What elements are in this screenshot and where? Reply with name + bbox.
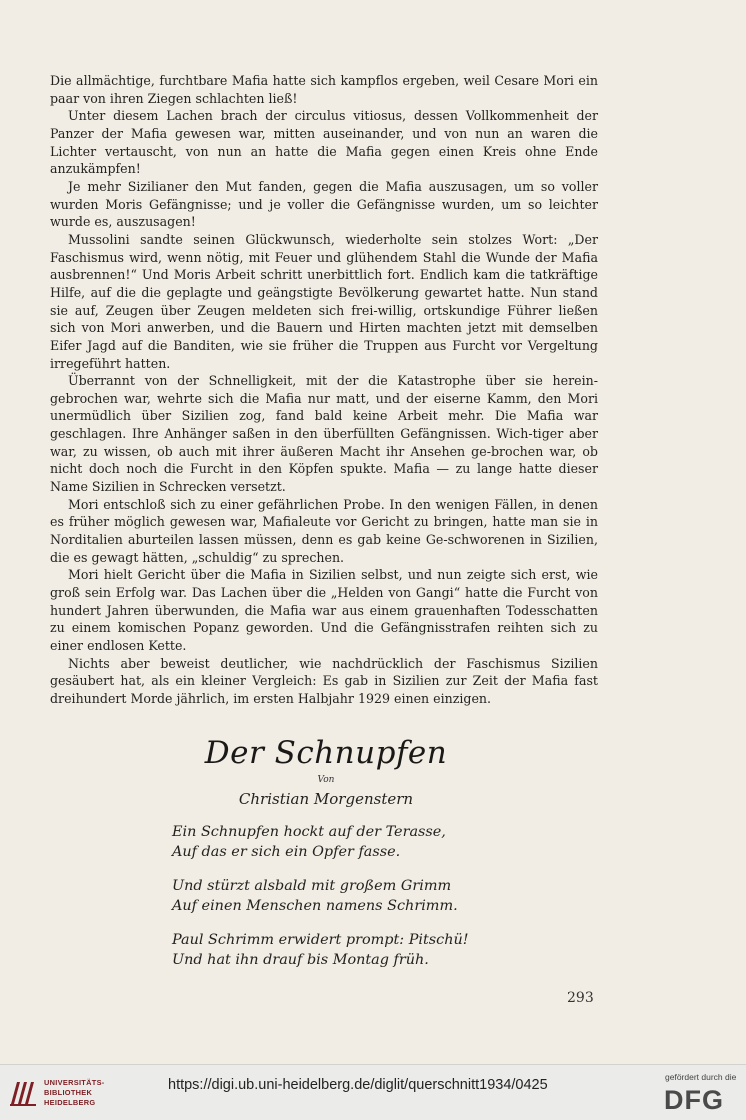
library-name[interactable] bbox=[44, 1078, 105, 1108]
poem-line: Und stürzt alsbald mit großem Grimm bbox=[172, 878, 452, 894]
dfg-logo[interactable]: DFG bbox=[664, 1085, 724, 1115]
paragraph: Je mehr Sizilianer den Mut fanden, gegen die Mafia auszusagen, um so voller wurden Moris Gefängnisse; und je voller die Gefängnisse wurden, um so leichter wurde es, auszusagen! bbox=[50, 178, 598, 230]
paragraph: Mussolini sandte seinen Glückwunsch, wiederholte sein stolzes Wort: „Der Faschismus wird, wenn nötig, mit Feuer und glühendem Stahl die Wunde der Mafia ausbrennen!“ Und Moris Arbeit schritt unerbittlich fort. Endlich kam die tatkräftige Hilfe, auf die die geplagte und geängstigte Bevölkerung gewartet hatte. Nun stand sie auf, Zeugen über Zeugen meldeten sich frei-willig, ortskundige Führer ließen sich von Mori anwerben, und die Bauern und Hirten machten jetzt mit demselben Eifer Jagd auf die Banditen, wie sie früher die Truppen aus Furcht vor Vergeltung irregeführt hatten. bbox=[50, 231, 598, 371]
poem-line: Paul Schrimm erwidert prompt: Pitschü! bbox=[172, 932, 469, 948]
byline-von: Von bbox=[317, 775, 335, 785]
page-number: 293 bbox=[567, 990, 594, 1006]
paragraph: Die allmächtige, furchtbare Mafia hatte sich kampflos ergeben, weil Cesare Mori ein paar von ihren Ziegen schlachten ließ! bbox=[50, 73, 598, 106]
paragraph: Mori hielt Gericht über die Mafia in Sizilien selbst, und nun zeigte sich erst, wie groß sein Erfolg war. Das Lachen über die „Helden von Gangi“ hatte die Furcht von hundert Jahren überwunden, die Mafia war aus einem grauenhaften Todesschatten zu einem komischen Popanz geworden. Und die Gefängnisstrafen reihten sich zu einer endlosen Kette. bbox=[50, 567, 598, 653]
permalink-url[interactable]: https://digi.ub.uni-heidelberg.de/diglit/querschnitt1934/0425 bbox=[168, 1077, 548, 1093]
poem-line: Auf das er sich ein Opfer fasse. bbox=[172, 843, 401, 860]
university-library-logo-icon[interactable] bbox=[7, 1076, 39, 1108]
poem-line: Ein Schnupfen hockt auf der Terasse, bbox=[172, 824, 446, 840]
library-name-line: BIBLIOTHEK bbox=[44, 1088, 93, 1097]
poem-line: Und hat ihn drauf bis Montag früh. bbox=[172, 951, 429, 968]
poem-body bbox=[172, 823, 572, 985]
paragraph: Unter diesem Lachen brach der circulus vitiosus, dessen Vollkommenheit der Panzer der Mafia gewesen war, mitten auseinander, und von nun an waren die Lichter vertauscht, von nun an hatte die Mafia gegen einen Kreis ohne Ende anzukämpfen! bbox=[50, 108, 598, 177]
library-name-line: UNIVERSITÄTS- bbox=[44, 1078, 105, 1087]
article-body bbox=[50, 72, 598, 708]
paragraph: Mori entschloß sich zu einer gefährlichen Probe. In den wenigen Fällen, in denen es früher möglich gewesen war, Mafialeute vor Gericht zu bringen, hatte man sie in Norditalien aburteilen lassen müssen, denn es gab keine Ge-schworenen in Sizilien, die es gewagt hätten, „schuldig“ zu sprechen. bbox=[50, 496, 598, 565]
paragraph: Überrannt von der Schnelligkeit, mit der die Katastrophe über sie herein-gebrochen war, wehrte sich die Mafia nur matt, und der eiserne Kamm, den Mori unermüdlich über Sizilien zog, fand bald keine Arbeit mehr. Die Mafia war geschlagen. Ihre Anhänger saßen in den überfüllten Gefängnissen. Wich-tiger aber war, zu wissen, ob auch mit ihrer äußeren Macht ihr Ansehen ge-brochen war, ob nicht doch noch die Furcht in den Köpfen spukte. Mafia — zu lange hatte dieser Name Sizilien in Schrecken versetzt. bbox=[50, 373, 598, 495]
poem-author: Christian Morgenstern bbox=[238, 790, 414, 808]
poem-stanza bbox=[172, 877, 572, 916]
poem-title: Der Schnupfen bbox=[204, 735, 448, 771]
funded-by-label: gefördert durch die bbox=[665, 1072, 737, 1082]
poem-stanza bbox=[172, 823, 572, 862]
poem-line: Auf einen Menschen namens Schrimm. bbox=[172, 897, 458, 914]
library-name-line: HEIDELBERG bbox=[44, 1098, 96, 1107]
poem-stanza bbox=[172, 931, 572, 970]
viewer-footer bbox=[0, 1064, 746, 1120]
paragraph: Nichts aber beweist deutlicher, wie nachdrücklich der Faschismus Sizilien gesäubert hat, als ein kleiner Vergleich: Es gab in Sizilien zur Zeit der Mafia fast dreihundert Morde jährlich, im ersten Halbjahr 1929 einen einzigen. bbox=[50, 655, 598, 706]
